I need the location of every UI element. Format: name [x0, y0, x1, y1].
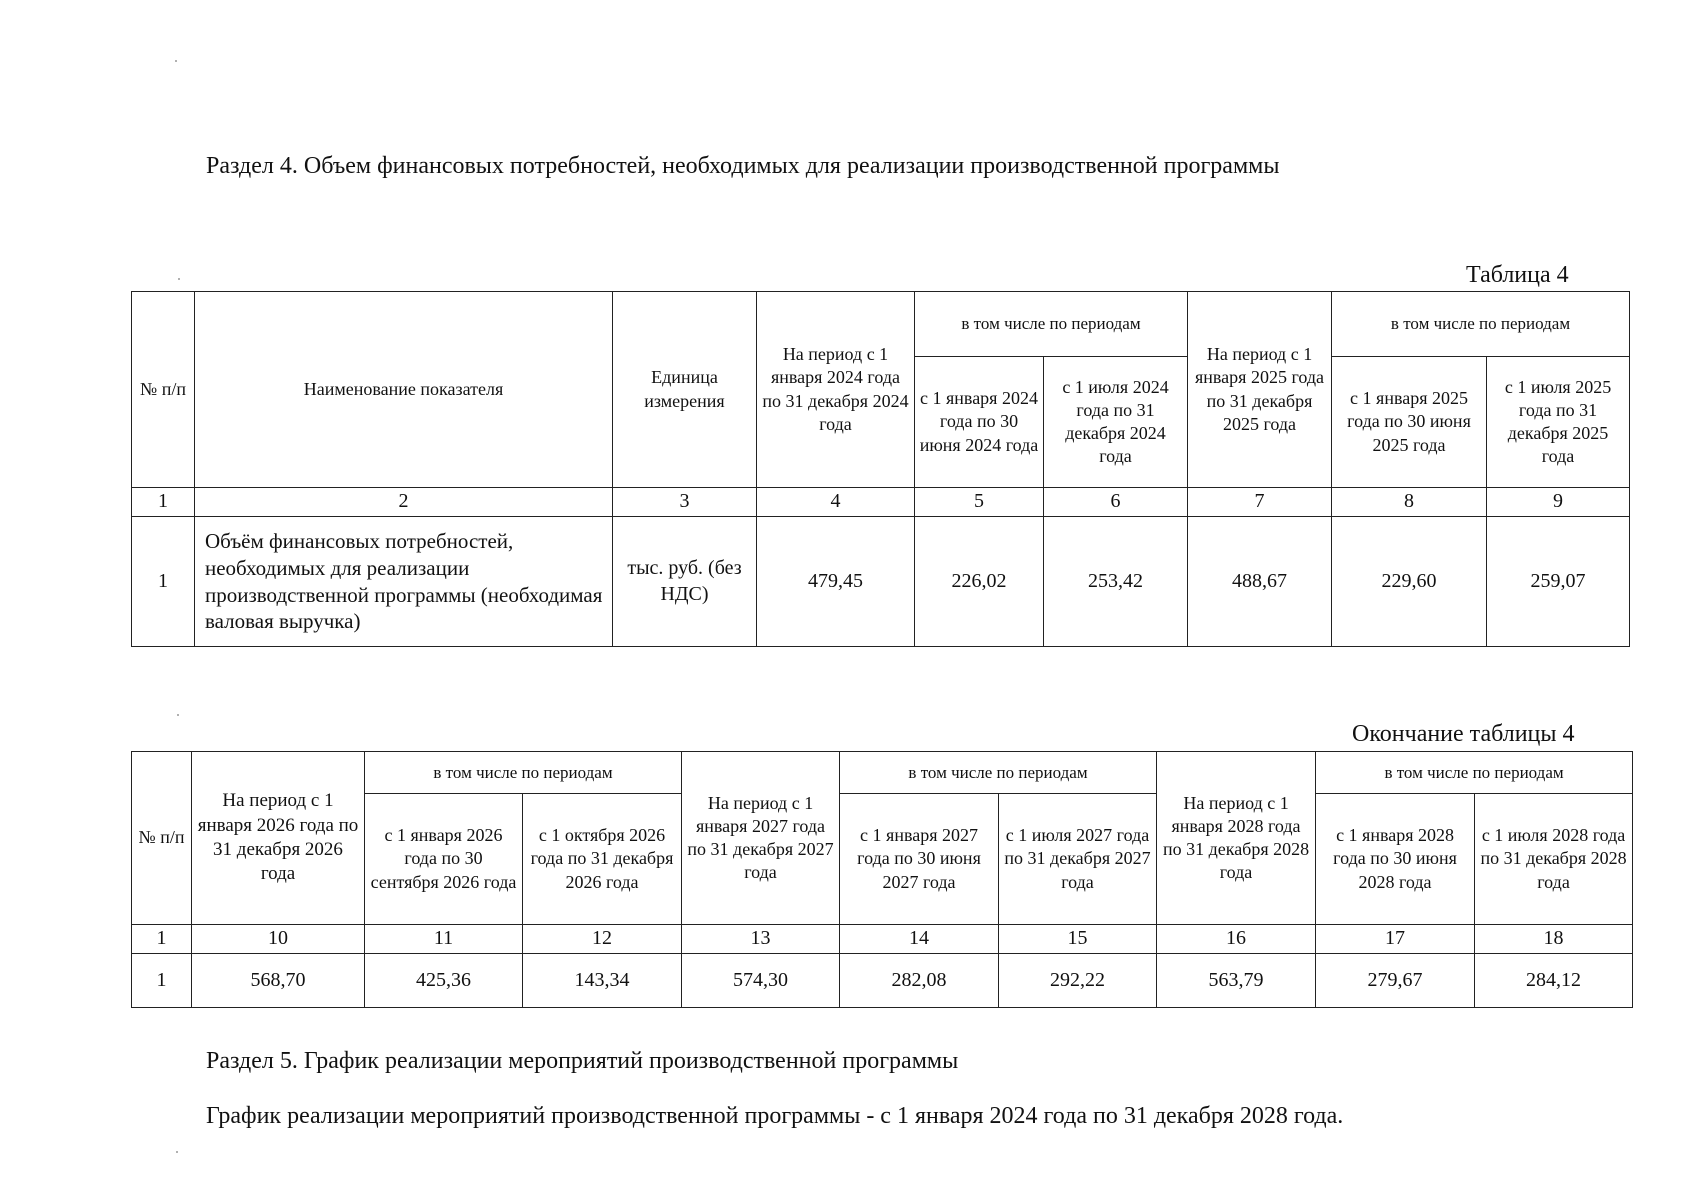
value-period-2026: 568,70 [192, 954, 365, 1008]
column-number: 15 [999, 925, 1157, 954]
row-number: 1 [132, 517, 195, 647]
column-number: 3 [613, 488, 757, 517]
value-h1-2024: 226,02 [915, 517, 1044, 647]
value-period-2025: 488,67 [1188, 517, 1332, 647]
column-number: 13 [682, 925, 840, 954]
scan-speck [178, 278, 180, 280]
col-header-h1-2027: с 1 января 2027 года по 30 июня 2027 года [840, 794, 999, 925]
table-row [132, 954, 1633, 1008]
column-number: 12 [523, 925, 682, 954]
col-header-h2-2027: с 1 июля 2027 года по 31 декабря 2027 года [999, 794, 1157, 925]
col-header-including-2028: в том числе по периодам [1316, 752, 1633, 794]
col-header-name: Наименование показателя [195, 292, 613, 488]
table-4-continuation [131, 751, 1633, 1008]
column-number: 2 [195, 488, 613, 517]
table-row [132, 517, 1630, 647]
col-header-including-2027: в том числе по периодам [840, 752, 1157, 794]
section-5-text: График реализации мероприятий производственной программы - с 1 января 2024 года по 31 декабря 2028 года. [206, 1103, 1344, 1129]
col-header-including-2026: в том числе по периодам [365, 752, 682, 794]
value-h2-2024: 253,42 [1044, 517, 1188, 647]
column-number: 18 [1475, 925, 1633, 954]
column-number: 11 [365, 925, 523, 954]
col-header-p2-2026: с 1 октября 2026 года по 31 декабря 2026 года [523, 794, 682, 925]
value-period-2024: 479,45 [757, 517, 915, 647]
col-header-unit: Единица измерения [613, 292, 757, 488]
column-number: 8 [1332, 488, 1487, 517]
col-header-p1-2026: с 1 января 2026 года по 30 сентября 2026 года [365, 794, 523, 925]
value-h1-2028: 279,67 [1316, 954, 1475, 1008]
section-4-title: Раздел 4. Объем финансовых потребностей, необходимых для реализации производственной программы [206, 153, 1280, 179]
column-number: 1 [132, 925, 192, 954]
indicator-name: Объём финансовых потребностей, необходимых для реализации производственной программы (необходимая валовая выручка) [195, 517, 613, 647]
col-header-num: № п/п [132, 292, 195, 488]
col-header-h1-2028: с 1 января 2028 года по 30 июня 2028 года [1316, 794, 1475, 925]
scan-speck [177, 714, 179, 716]
col-header-h2-2025: с 1 июля 2025 года по 31 декабря 2025 года [1487, 357, 1630, 488]
table-4-continuation-caption: Окончание таблицы 4 [1352, 721, 1575, 747]
col-header-h1-2025: с 1 января 2025 года по 30 июня 2025 года [1332, 357, 1487, 488]
value-h2-2027: 292,22 [999, 954, 1157, 1008]
table-4 [131, 291, 1630, 647]
scan-speck [176, 1151, 178, 1153]
value-period-2028: 563,79 [1157, 954, 1316, 1008]
col-header-num: № п/п [132, 752, 192, 925]
value-p1-2026: 425,36 [365, 954, 523, 1008]
col-header-including-2025: в том числе по периодам [1332, 292, 1630, 357]
col-header-h2-2028: с 1 июля 2028 года по 31 декабря 2028 года [1475, 794, 1633, 925]
col-header-period-2027: На период с 1 января 2027 года по 31 декабря 2027 года [682, 752, 840, 925]
row-number: 1 [132, 954, 192, 1008]
unit-cell: тыс. руб. (без НДС) [613, 517, 757, 647]
value-h1-2027: 282,08 [840, 954, 999, 1008]
col-header-period-2028: На период с 1 января 2028 года по 31 декабря 2028 года [1157, 752, 1316, 925]
column-number: 7 [1188, 488, 1332, 517]
column-number: 16 [1157, 925, 1316, 954]
column-number: 1 [132, 488, 195, 517]
col-header-period-2025: На период с 1 января 2025 года по 31 декабря 2025 года [1188, 292, 1332, 488]
scan-speck [175, 60, 177, 62]
col-header-period-2026: На период с 1 января 2026 года по 31 декабря 2026 года [192, 752, 365, 925]
section-5-title: Раздел 5. График реализации мероприятий производственной программы [206, 1048, 959, 1074]
value-h1-2025: 229,60 [1332, 517, 1487, 647]
col-header-including-2024: в том числе по периодам [915, 292, 1188, 357]
column-number: 5 [915, 488, 1044, 517]
value-h2-2028: 284,12 [1475, 954, 1633, 1008]
column-number: 9 [1487, 488, 1630, 517]
column-number: 17 [1316, 925, 1475, 954]
value-h2-2025: 259,07 [1487, 517, 1630, 647]
column-number: 4 [757, 488, 915, 517]
table-4-caption: Таблица 4 [1466, 262, 1569, 288]
value-period-2027: 574,30 [682, 954, 840, 1008]
col-header-h1-2024: с 1 января 2024 года по 30 июня 2024 года [915, 357, 1044, 488]
col-header-period-2024: На период с 1 января 2024 года по 31 декабря 2024 года [757, 292, 915, 488]
value-p2-2026: 143,34 [523, 954, 682, 1008]
column-number: 14 [840, 925, 999, 954]
column-number: 10 [192, 925, 365, 954]
column-number: 6 [1044, 488, 1188, 517]
col-header-h2-2024: с 1 июля 2024 года по 31 декабря 2024 года [1044, 357, 1188, 488]
